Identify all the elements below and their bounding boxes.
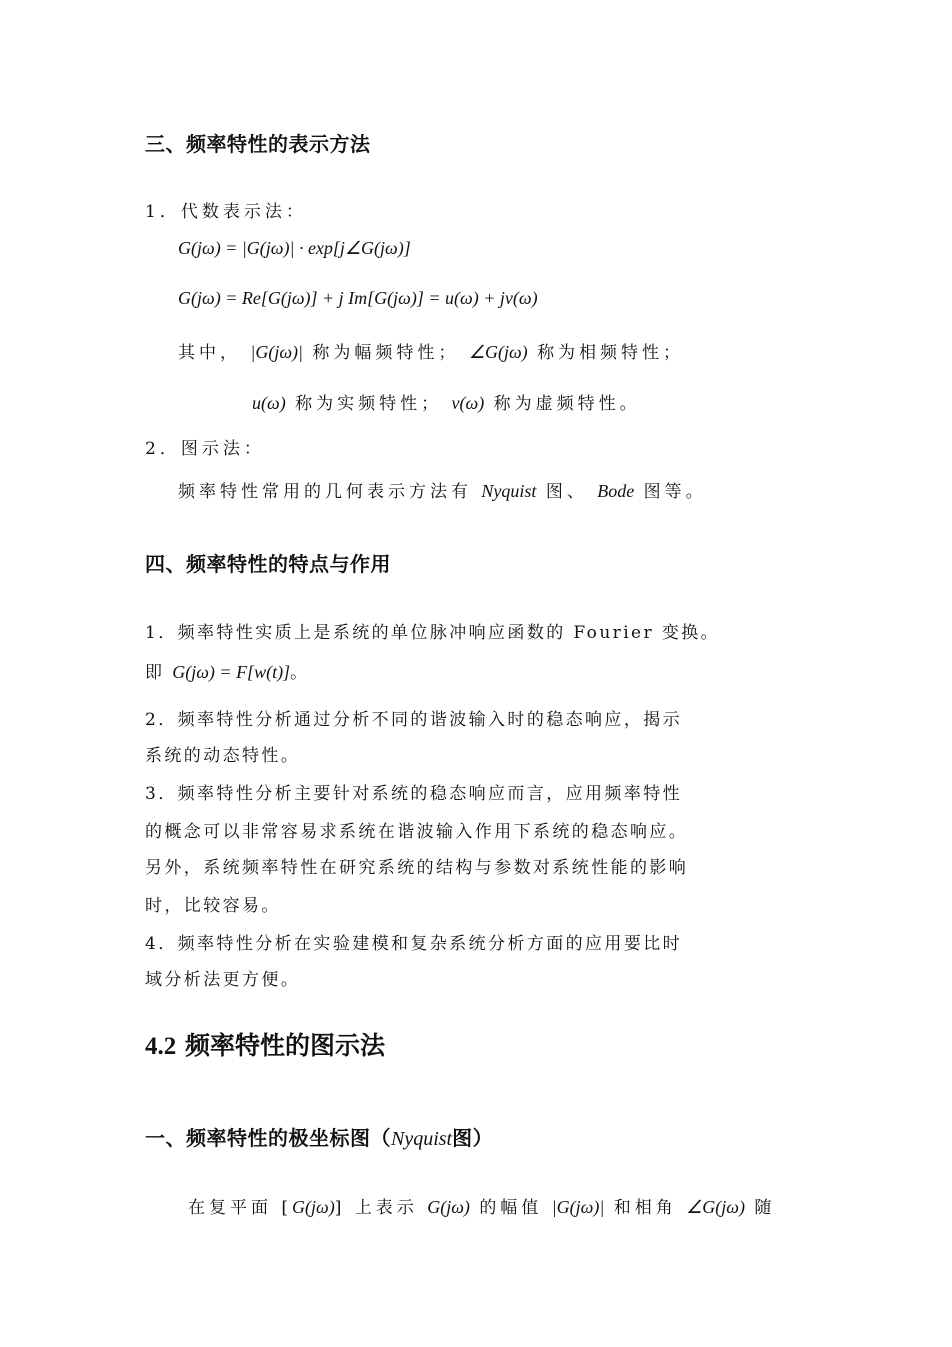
real-symbol: u(ω)	[252, 393, 286, 413]
intro-symbol-2: G(jω)	[427, 1197, 470, 1217]
equation-rectangular-form: G(jω) = Re[G(jω)] + j Im[G(jω)] = u(ω) + jv(ω)	[178, 288, 538, 308]
definition-line-2	[252, 389, 641, 414]
item-graphical-label: 2．图示法：	[145, 439, 265, 459]
definition-line-1	[178, 338, 684, 363]
feature-2-line-2: 系统的动态特性。	[145, 746, 301, 766]
chapter-title: 频率特性的图示法	[184, 1031, 385, 1060]
equation-polar-form: G(jω) = |G(jω)| · exp[j∠G(jω)]	[178, 238, 411, 258]
magnitude-text: 称为幅频特性；	[312, 343, 460, 363]
feature-3-line-2: 的概念可以非常容易求系统在谐波输入作用下系统的稳态响应。	[145, 822, 689, 842]
bode-term: Bode	[597, 481, 635, 501]
intro-symbol-3: |G(jω)|	[551, 1197, 605, 1217]
imag-symbol: v(ω)	[451, 393, 485, 413]
intro-text-e: 随	[754, 1198, 776, 1218]
feature-1-suffix: 。	[290, 663, 310, 683]
feature-3-line-4: 时，比较容易。	[145, 896, 281, 916]
chapter-heading-4-2	[145, 1026, 385, 1062]
nyquist-heading-a: 一、频率特性的极坐标图（	[145, 1126, 391, 1150]
magnitude-symbol: |G(jω)|	[250, 342, 303, 362]
intro-symbol-4: ∠G(jω)	[686, 1197, 745, 1217]
feature-3-line-1: 3．频率特性分析主要针对系统的稳态响应而言，应用频率特性	[145, 784, 683, 804]
section-heading-features: 四、频率特性的特点与作用	[145, 552, 391, 576]
intro-text-a: 在复平面 [	[188, 1198, 293, 1218]
graphical-methods-line	[178, 477, 707, 502]
feature-1-line-1: 1．频率特性实质上是系统的单位脉冲响应函数的 Fourier 变换。	[145, 623, 721, 643]
feature-2-line-1: 2．频率特性分析通过分析不同的谐波输入时的稳态响应，揭示	[145, 710, 683, 730]
where-prefix: 其中，	[178, 343, 241, 363]
intro-symbol-1: G(jω)	[292, 1197, 335, 1217]
real-text: 称为实频特性；	[295, 394, 443, 414]
graphical-text-c: 图等。	[643, 482, 707, 502]
intro-text-b: ] 上表示	[334, 1198, 418, 1218]
imag-text: 称为虚频特性。	[493, 394, 641, 414]
section-heading-nyquist	[145, 1122, 493, 1151]
fourier-equation: G(jω) = F[w(t)]	[172, 662, 291, 682]
intro-text-c: 的幅值	[479, 1198, 543, 1218]
section-heading-representation: 三、频率特性的表示方法	[145, 132, 371, 156]
item-algebraic-label: 1．代数表示法：	[145, 202, 307, 222]
intro-text-d: 和相角	[613, 1198, 677, 1218]
feature-3-line-3: 另外，系统频率特性在研究系统的结构与参数对系统性能的影响	[145, 858, 689, 878]
chapter-number: 4.2	[145, 1033, 177, 1060]
feature-4-line-1: 4．频率特性分析在实验建模和复杂系统分析方面的应用要比时	[145, 934, 683, 954]
nyquist-term: Nyquist	[481, 481, 537, 501]
nyquist-heading-b: 图）	[452, 1126, 494, 1150]
nyquist-heading-term: Nyquist	[391, 1128, 453, 1150]
feature-1-line-2	[145, 658, 309, 683]
feature-1-prefix: 即	[145, 663, 165, 683]
phase-text: 称为相频特性；	[537, 343, 685, 363]
feature-4-line-2: 域分析法更方便。	[145, 970, 301, 990]
phase-symbol: ∠G(jω)	[468, 342, 528, 362]
nyquist-intro-line	[188, 1193, 775, 1218]
graphical-text-b: 图、	[545, 482, 588, 502]
graphical-text-a: 频率特性常用的几何表示方法有	[178, 482, 472, 502]
